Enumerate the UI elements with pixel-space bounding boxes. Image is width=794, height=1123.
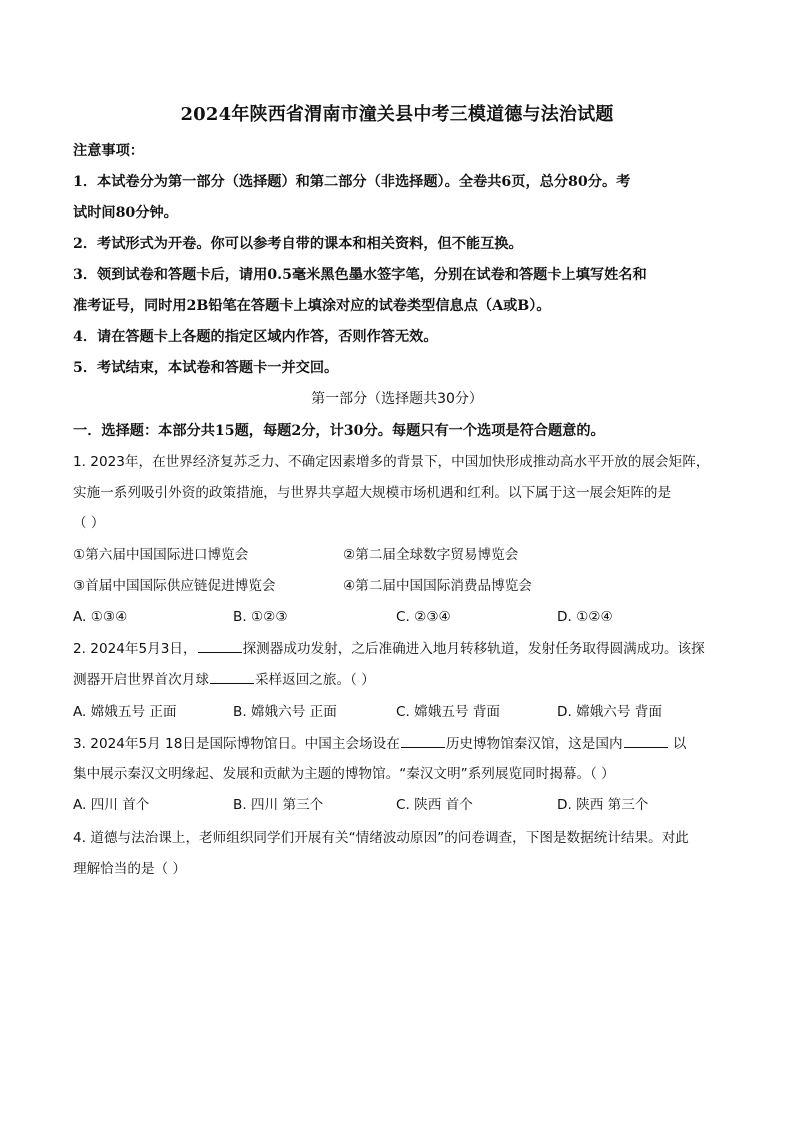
section-heading: 一．选择题：本部分共15题，每题2分，计30分。每题只有一个选项是符合题意的。 — [73, 423, 605, 439]
q3-text-b: 历史博物馆秦汉馆，这是国内 — [445, 736, 623, 752]
q4-stem-line-1: 4. 道德与法治课上，老师组织同学们开展有关“情绪波动原因”的问卷调查，下图是数据统计结果。对此 — [73, 830, 689, 846]
q2-option-b: B. 嫦娥六号 正面 — [233, 704, 337, 720]
q2-option-d: D. 嫦娥六号 背面 — [557, 704, 662, 720]
q1-item-2: ②第二届全球数字贸易博览会 — [343, 547, 519, 563]
q1-option-c: C. ②③④ — [396, 609, 451, 625]
q1-option-d: D. ①②④ — [557, 609, 613, 625]
page-title: 2024年陕西省渭南市潼关县中考三模道德与法治试题 — [180, 104, 614, 125]
q3-option-b: B. 四川 第三个 — [233, 797, 324, 813]
q3-option-d: D. 陕西 第三个 — [557, 797, 649, 813]
q1-stem-line-2: 实施一系列吸引外资的政策措施，与世界共享超大规模市场机遇和红利。以下属于这一展会矩阵的是 — [73, 485, 672, 501]
q1-item-4: ④第二届中国国际消费品博览会 — [343, 578, 532, 594]
notice-item-1-line-2: 试时间80分钟。 — [73, 205, 178, 221]
q3-blank-1 — [401, 733, 445, 748]
q3-text-c: 以 — [668, 736, 687, 752]
q1-item-3: ③首届中国国际供应链促进博览会 — [73, 578, 276, 594]
q2-option-c: C. 嫦娥五号 背面 — [396, 704, 501, 720]
q1-option-a: A. ①③④ — [73, 609, 128, 625]
q1-stem-line-1: 1. 2023年，在世界经济复苏乏力、不确定因素增多的背景下，中国加快形成推动高水平开放的展会矩阵， — [73, 454, 710, 470]
notice-item-5: 5．考试结束，本试卷和答题卡一并交回。 — [73, 360, 339, 376]
notice-item-3-line-1: 3．领到试卷和答题卡后，请用0.5毫米黑色墨水签字笔，分别在试卷和答题卡上填写姓名和 — [73, 267, 647, 283]
notice-item-2: 2．考试形式为开卷。你可以参考自带的课本和相关资料，但不能互换。 — [73, 236, 523, 252]
q3-option-c: C. 陕西 首个 — [396, 797, 473, 813]
q2-blank-2 — [210, 669, 254, 684]
q4-stem-line-2: 理解恰当的是（ ） — [73, 861, 187, 877]
notice-item-4: 4．请在答题卡上各题的指定区域内作答，否则作答无效。 — [73, 329, 438, 345]
notice-heading: 注意事项： — [73, 143, 144, 159]
q1-item-1: ①第六届中国国际进口博览会 — [73, 547, 249, 563]
q2-text-c: 测器开启世界首次月球 — [73, 672, 209, 688]
q2-text-b: 探测器成功发射，之后准确进入地月转移轨道，发射任务取得圆满成功。该探 — [242, 641, 705, 657]
q2-blank-1 — [198, 638, 242, 653]
q2-stem-line-1 — [73, 638, 733, 659]
part1-heading: 第一部分（选择题共30分） — [311, 391, 483, 407]
q1-answer-bracket: （ ） — [73, 515, 105, 531]
q1-option-b: B. ①②③ — [233, 609, 288, 625]
q3-text-a: 3. 2024年5月 18日是国际博物馆日。中国主会场设在 — [73, 736, 400, 752]
notice-item-3-line-2: 准考证号，同时用2B铅笔在答题卡上填涂对应的试卷类型信息点（A或B）。 — [73, 298, 551, 314]
q2-stem-line-2 — [73, 669, 733, 690]
q2-option-a: A. 嫦娥五号 正面 — [73, 704, 177, 720]
q2-text-d: 采样返回之旅。（ ） — [254, 672, 375, 688]
q2-text-a: 2. 2024年5月3日， — [73, 641, 197, 657]
q3-option-a: A. 四川 首个 — [73, 797, 150, 813]
q3-blank-2 — [624, 733, 668, 748]
notice-item-1-line-1: 1．本试卷分为第一部分（选择题）和第二部分（非选择题）。全卷共6页，总分80分。考 — [73, 174, 631, 190]
q3-stem-line-1 — [73, 733, 733, 754]
q3-stem-line-2: 集中展示秦汉文明缘起、发展和贡献为主题的博物馆。“秦汉文明”系列展览同时揭幕。（ ） — [73, 766, 615, 782]
